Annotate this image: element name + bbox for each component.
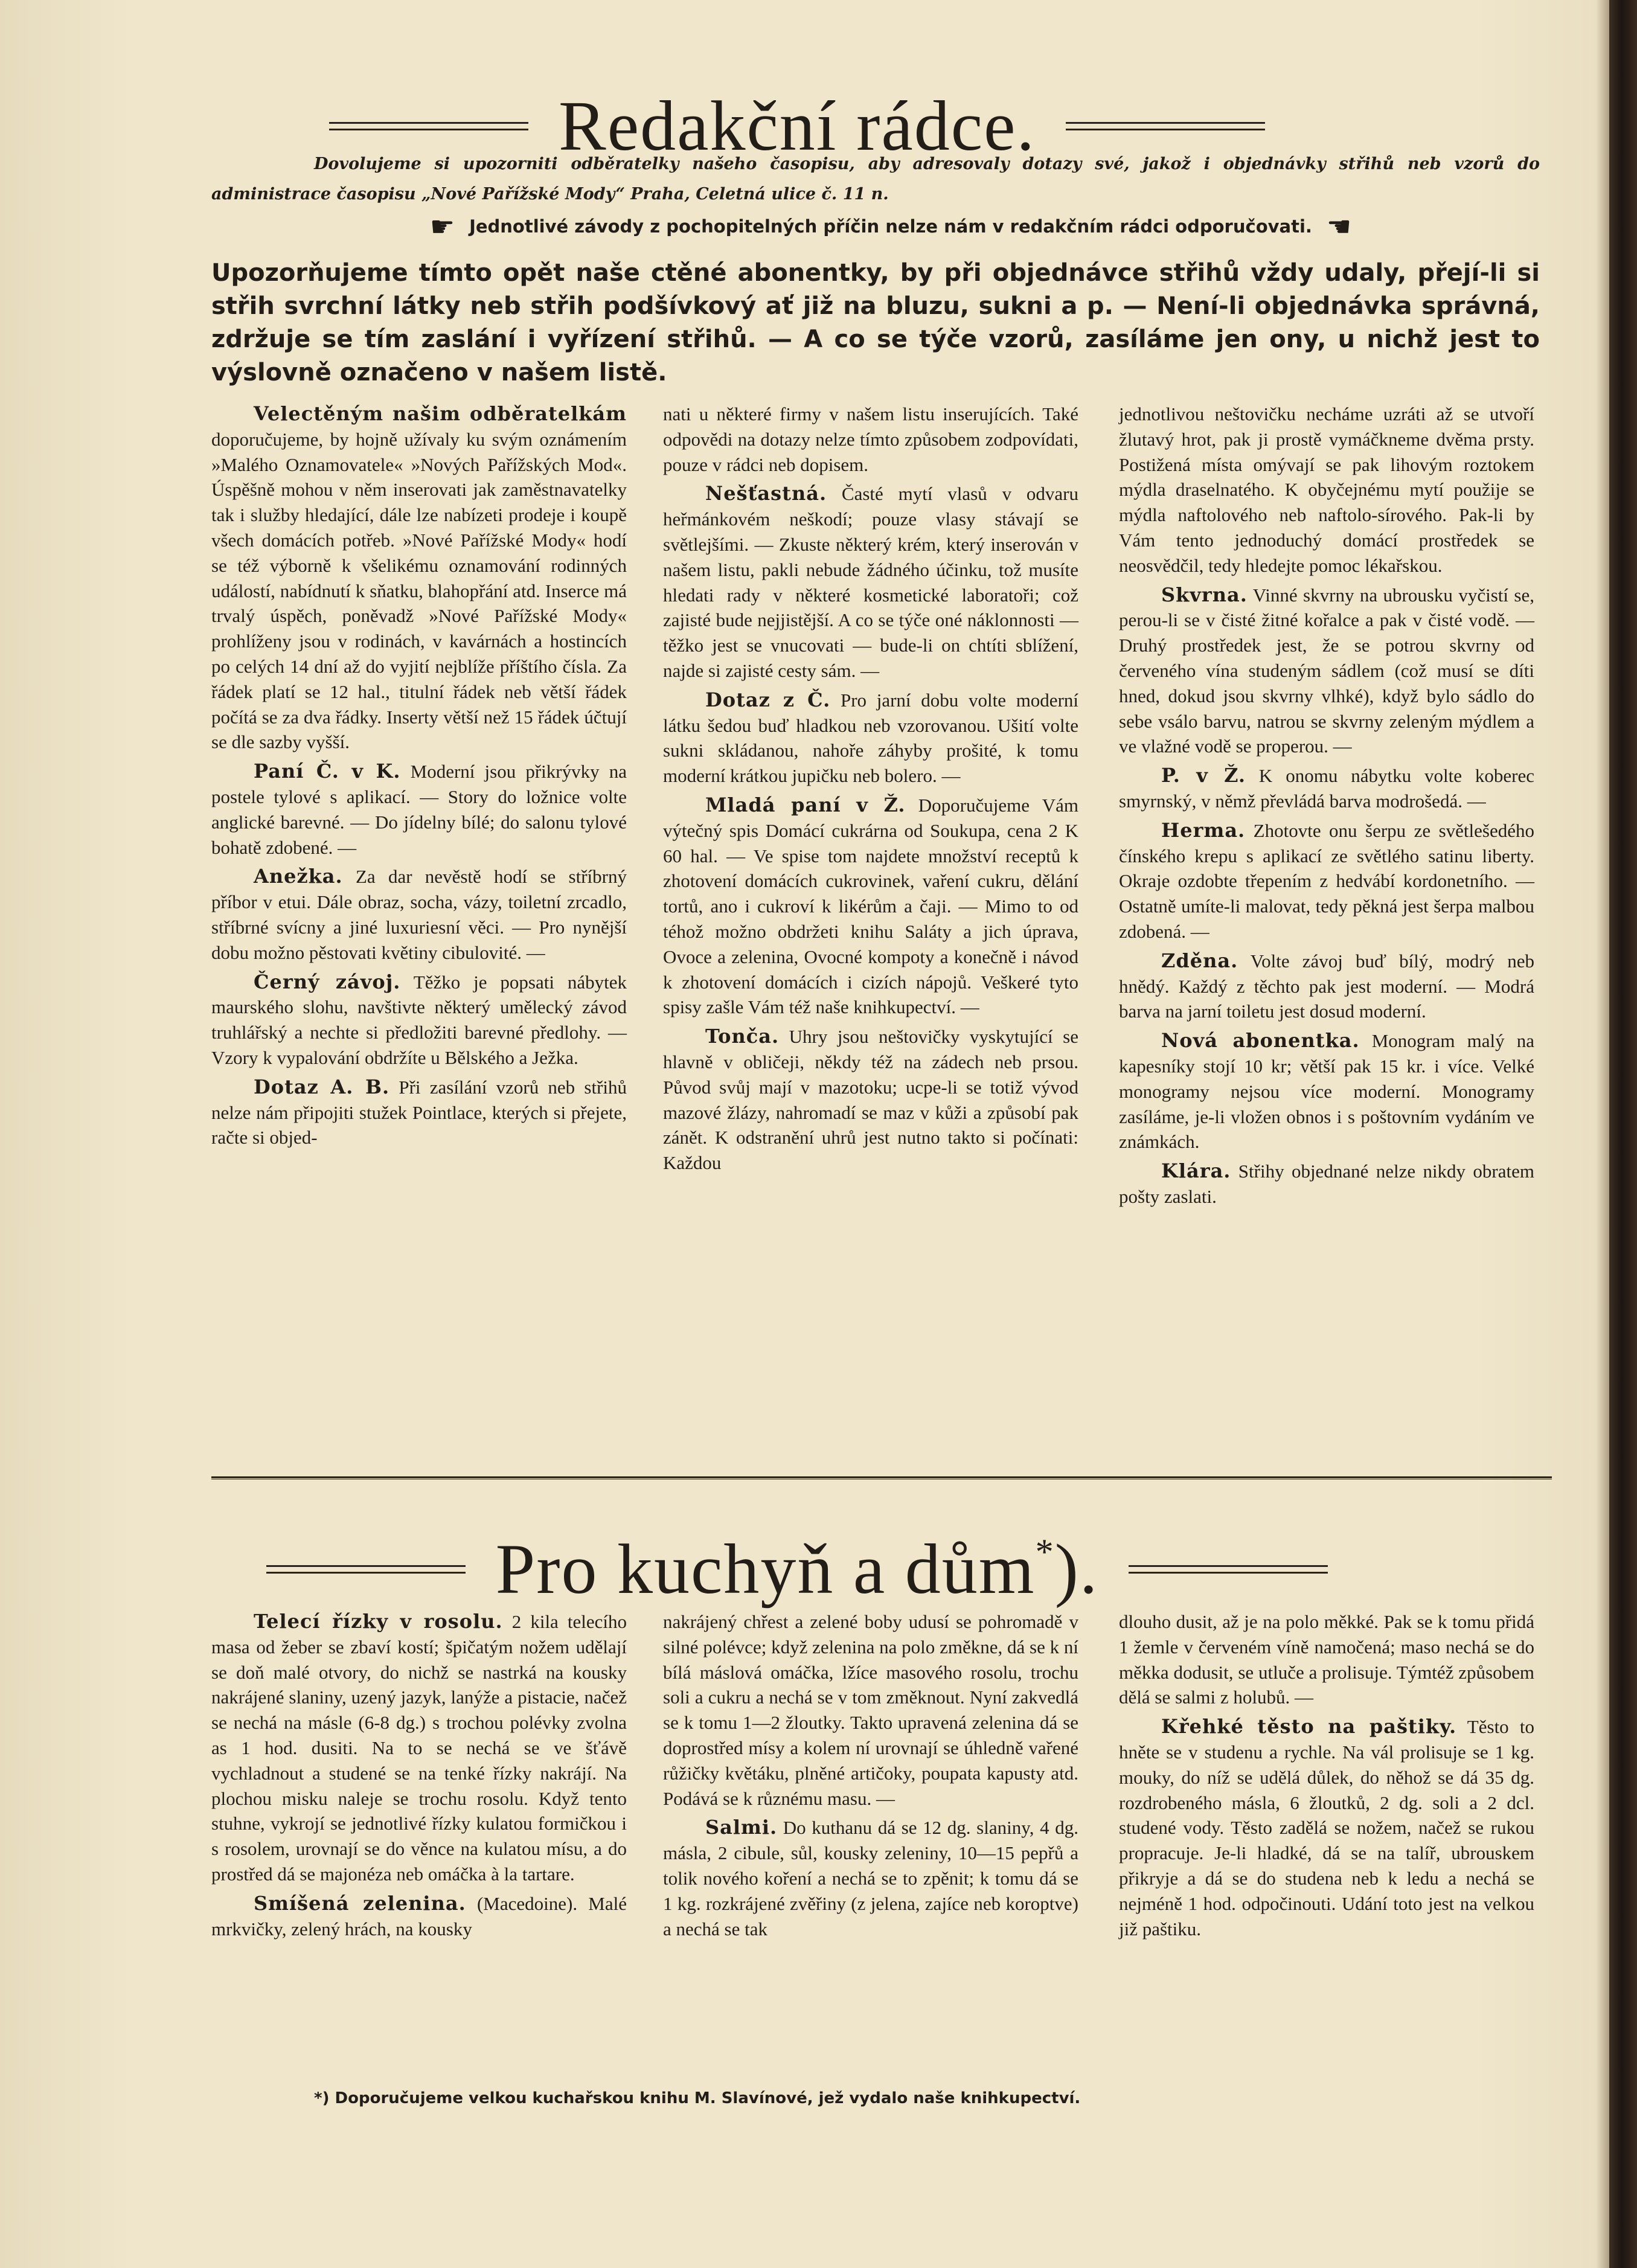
section2-title-close: ). [1054, 1530, 1099, 1609]
entry-paragraph [663, 688, 1078, 789]
entry-paragraph [663, 793, 1078, 1020]
entry-heading: Paní Č. v K. [254, 760, 401, 783]
entry-text: Vinné skvrny na ubrousku vyčistí se, perou-li se v čisté žitné kořalce a pak v čisté vodě. — Druhý prostředek jest, že se potrou skvrny od červeného vína studeným sádlem (což musí se díti hned, dokud jsou skvrny vlhké), když bylo sádlo do sebe vsálo barvu, natrou se skvrny zeleným mýdlem a ve vlažné vodě se properou. — [1119, 584, 1534, 757]
entry-text: (Macedoine). Malé mrkvičky, zelený hrách, na kousky [211, 1892, 627, 1940]
entry-heading: Dotaz A. B. [254, 1075, 390, 1098]
entry-paragraph [663, 1609, 1078, 1811]
entry-paragraph [1119, 402, 1534, 578]
entry-text: Střihy objednané nelze nikdy obratem pošty zaslati. [1119, 1161, 1534, 1207]
entry-text: Pro jarní dobu volte moderní látku šedou buď hladkou neb vzorovanou. Ušití volte sukni skládanou, nahoře záhyby prošité, k tomu moderní krátkou jupičku neb bolero. — [663, 689, 1079, 787]
title-rule-right [1066, 122, 1265, 130]
footnote: *) Doporučujeme velkou kuchařskou knihu M. Slavínové, jež vydalo naše knihkupectví. [314, 2089, 1081, 2107]
entry-paragraph [1119, 1159, 1534, 1209]
entry-paragraph [1119, 949, 1534, 1024]
entry-text: Uhry jsou neštovičky vyskytující se hlavně v obličeji, někdy též na zádech neb prsou. Původ svůj mají v mazotoku; ucpe-li se totiž vývod mazové žlázy, nahromadí se maz v kůži a způsobí pak zánět. K odstranění uhrů jest nutno takto si počínati: Každou [663, 1026, 1078, 1174]
title-rule-right [1129, 1565, 1328, 1574]
entry-paragraph [1119, 818, 1534, 944]
section1-title: Redakční rádce. [558, 86, 1036, 165]
entry-paragraph [663, 1815, 1078, 1941]
entry-text: Za dar nevěstě hodí se stříbrný příbor v etui. Dále obraz, socha, vázy, toiletní zrcadlo, stříbrné svícny a jiné luxuriesní věci. — Pro nynější dobu možno pěstovati květiny cibulovité. — [211, 866, 627, 963]
entry-paragraph [1119, 1609, 1534, 1710]
entry-heading: Smíšená zelenina. [254, 1891, 466, 1915]
entry-paragraph [663, 481, 1078, 683]
notice-line-2: neb vzorů do administrace časopisu „Nové Pařížské Mody“ Praha, Celetná ulice č. 11 n. [211, 155, 1540, 203]
entry-paragraph [663, 1024, 1078, 1176]
section2-column-1 [211, 1609, 627, 1946]
subscriber-notice [211, 149, 1540, 210]
entry-heading: Tonča. [705, 1025, 780, 1048]
section1-column-1 [211, 402, 627, 1155]
entry-paragraph [211, 759, 627, 860]
entry-paragraph [1119, 583, 1534, 760]
title-rule-left [329, 122, 528, 130]
title-rule-left [266, 1565, 466, 1574]
entry-heading: Skvrna. [1161, 583, 1248, 606]
entry-text: jednotlivou neštovičku necháme uzráti až se utvoří žlutavý hrot, pak ji prostě vymáčkneme dvěma prsty. Postižená místa omývají se pak lihovým roztokem mýdla draselnatého. K obyčejnému mytí použije se mýdla naftolového neb naftolo-sírového. Pak-li by Vám tento jednoduchý domácí prostředek se neosvědčil, tedy hledejte pomoc lékařskou. [1119, 403, 1534, 576]
entry-paragraph [1119, 1028, 1534, 1155]
section1-column-2 [663, 402, 1078, 1180]
entry-paragraph [1119, 763, 1534, 814]
section2-header [0, 1530, 1594, 1609]
entry-text: Doporučujeme Vám výtečný spis Domácí cukrárna od Soukupa, cena 2 K 60 hal. — Ve spise tom najdete množství receptů k zhotovení domácích cukrovinek, vaření cukru, dělání tortů, ano i cukroví k likérům a čaji. — Mimo to od téhož možno obdržeti knihu Saláty a jich úprava, Ovoce a zelenina, Ovocné kompoty a konečně i návod k zhotovení domácích i cizích nápojů. Veškeré tyto spisy zašle Vám též naše knihkupectví. — [663, 794, 1078, 1018]
entry-paragraph [211, 1891, 627, 1942]
pointing-hand-left-icon: ☚ [1326, 210, 1352, 243]
entry-heading: Anežka. [254, 865, 343, 888]
entry-text: Těžko je popsati nábytek maurského slohu, navštivte některý umělecký závod truhlářský a nechte si předložiti barevné předlohy. — Vzory k vypalování obdržíte u Bělského a Ježka. [211, 971, 627, 1068]
entry-text: Volte závoj buď bílý, modrý neb hnědý. Každý z těchto pak jest moderní. — Modrá barva na jarní toiletu jest dosud moderní. [1119, 950, 1534, 1022]
entry-heading: Dotaz z Č. [705, 688, 831, 711]
entry-paragraph [211, 970, 627, 1071]
pointing-hand-right-icon: ☛ [429, 210, 455, 243]
entry-heading: Klára. [1161, 1159, 1231, 1183]
entry-text: nati u některé firmy v našem listu inserujících. Také odpovědi na dotazy nelze tímto způsobem zodpovídati, pouze v rádci neb dopisem. [663, 403, 1078, 475]
entry-heading: Salmi. [705, 1816, 778, 1839]
entry-paragraph [211, 1075, 627, 1150]
binding-shadow [1596, 0, 1609, 2268]
footnote-marker: * [1035, 1532, 1055, 1572]
entry-text: Při zasílání vzorů neb střihů nelze nám připojiti stužek Pointlace, kterých si přejete, račte si objed- [211, 1076, 627, 1148]
section2-title-text: Pro kuchyň a dům [495, 1530, 1036, 1609]
entry-text: Moderní jsou přikrývky na postele tylové s aplikací. — Story do ložnice volte anglické barevné. — Do jídelny bílé; do salonu tylové bohatě zdobené. — [211, 761, 627, 858]
entry-heading: Nová abonentka. [1161, 1029, 1360, 1052]
section2-column-3 [1119, 1609, 1534, 1946]
entry-heading: Herma. [1161, 818, 1246, 842]
section1-column-3 [1119, 402, 1534, 1214]
entry-paragraph [1119, 1714, 1534, 1941]
section2-column-2 [663, 1609, 1078, 1946]
entry-heading: Zděna. [1161, 949, 1238, 972]
lead-paragraph: Upozorňujeme tímto opět naše ctěné abonentky, by při objednávce střihů vždy udaly, přejí-li si střih svrchní látky neb střih podšívkový ať již na bluzu, sukni a p. — Není-li objednávka správná, zdržuje se tím zaslání i vyřízení střihů. — A co se týče vzorů, zasíláme jen ony, u nichž jest to výslovně označeno v našem listě. [211, 259, 1540, 386]
entry-heading: Telecí řízky v rosolu. [254, 1610, 503, 1633]
entry-paragraph [211, 402, 627, 755]
entry-text: nakrájený chřest a zelené boby udusí se pohromadě v silné polévce; když zelenina na polo změkne, dá se k ní bílá máslová omáčka, lžíce masového rosolu, trochu soli a cukru a nechá se v tom změknout. Nyní zakvedlá se k tomu 1—2 žloutky. Takto upravená zelenina dá se doprostřed mísy a kolem ní urovnají se úhledně vařené růžičky květáku, plněné artičoky, poupata kapusty atd. Podává se k různému masu. — [663, 1611, 1078, 1809]
entry-heading: P. v Ž. [1161, 764, 1246, 787]
entry-heading: Černý závoj. [254, 970, 401, 993]
entry-text: Těsto to hněte se v studenu a rychle. Na vál prolisuje se 1 kg. mouky, do níž se udělá důlek, do něhož se dá 35 dg. rozdrobeného másla, 6 žloutků, 2 dg. soli a 2 dcl. studené vody. Těsto zadělá se nožem, načež se rukou propracuje. Je-li hladké, dá se na talíř, ubrouskem přikryje a dá se do studena neb k ledu a nechá se nejméně 1 hod. odpočinouti. Udání toto jest na velkou již paštiku. [1119, 1716, 1534, 1940]
entry-heading: Mladá paní v Ž. [705, 793, 906, 816]
entry-text: dlouho dusit, až je na polo měkké. Pak se k tomu přidá 1 žemle v červeném víně namočená; maso nechá se do měkka dodusit, se utluče a prolisuje. Týmtéž způsobem dělá se salmi z holubů. — [1119, 1611, 1534, 1708]
entry-text: Do kuthanu dá se 12 dg. slaniny, 4 dg. másla, 2 cibule, sůl, kousky zeleniny, 10—15 pepřů a tolik nového koření a nechá se to zpěnit; k tomu dá se 1 kg. rozkrájené zvěřiny (z jelena, zajíce neb koroptve) a nechá se tak [663, 1817, 1078, 1940]
notice-line-1: Dovolujeme si upozorniti odběratelky našeho časopisu, aby adresovaly dotazy své, jakož i objednávky střihů [314, 155, 1394, 173]
entry-heading: Nešťastná. [705, 482, 827, 505]
entry-text: Zhotovte onu šerpu ze světlešedého čínského krepu s aplikací ze světlého satinu liberty. Okraje ozdobte třepením z hedvábí kordonetního. — Ostatně umíte-li malovat, tedy pěkná jest šerpa malbou zdobená. — [1119, 819, 1534, 942]
warning-line [290, 210, 1491, 243]
entry-text: Časté mytí vlasů v odvaru heřmánkovém neškodí; pouze vlasy stávají se světlejšími. — Zkuste některý krém, který inserován v našem listu, pakli nebude žádného účinku, tož musíte hledati rady v některé kosmetické laboratoři; což zajisté bude nejjistější. A co se týče oné náklonnosti — těžko jest se vnucovati — bude-li on chtíti sblížení, najde si zajisté cesty sám. — [663, 483, 1078, 681]
book-binding [1609, 0, 1637, 2268]
entry-heading: Velectěným našim odběratelkám [254, 402, 627, 425]
section2-title [495, 1530, 1099, 1609]
entry-paragraph [211, 1609, 627, 1887]
entry-paragraph [663, 402, 1078, 477]
entry-text: Monogram malý na kapesníky stojí 10 kr; větší pak 15 kr. i více. Velké monogramy nejsou více moderní. Monogramy zasíláme, je-li vložen obnos i s poštovním vydáním ve známkách. [1119, 1030, 1534, 1153]
entry-paragraph [211, 864, 627, 965]
section-divider [211, 1476, 1552, 1479]
entry-text: doporučujeme, by hojně užívaly ku svým oznámením »Malého Oznamovatele« »Nových Pařížských Mod«. Úspěšně mohou v něm inserovati jak zaměstnavatelky tak i služby hledající, dále lze nabízeti prodeje i koupě všech domácích potřeb. »Nové Pařížské Mody« hodí se též výborně k všelikému oznamování rodinných událostí, nabídnutí k sňatku, blahopřání atd. Inserce má trvalý úspěch, poněvadž »Nové Pařížské Mody« prohlíženy jsou v rodinách, v kavárnách a hostincích po celých 14 dní až do vyjití nejblíže příštího čísla. Za řádek platí se 12 hal., titulní řádek neb větší řádek počítá se za dva řádky. Inserty větší než 15 řádek účtují se dle sazby vyšší. [211, 428, 627, 753]
entry-text: K onomu nábytku volte koberec smyrnský, v němž převládá barva modrošedá. — [1119, 765, 1534, 812]
entry-heading: Křehké těsto na paštiky. [1161, 1715, 1457, 1738]
warning-text: Jednotlivé závody z pochopitelných příčin nelze nám v redakčním rádci odporučovati. [469, 216, 1312, 237]
entry-text: 2 kila telecího masa od žeber se zbaví kostí; špičatým nožem udělají se doň malé otvory, do nichž se nastrká na kousky nakrájené slaniny, uzený jazyk, lanýže a pistacie, načež se nechá na másle (6-8 dg.) s trochou polévky zvolna as 1 hod. dusiti. Na to se nechá se ve šťávě vychladnout a studené se na tenké řízky nakrájí. Na plochou misku naleje se trochu rosolu. Když tento stuhne, vykrojí se jednotlivé řízky kulatou formičkou i s rosolem, urovnají se do věnce na kulatou mísu, a do prostřed dá se majonéza neb omáčka à la tartare. [211, 1611, 627, 1885]
